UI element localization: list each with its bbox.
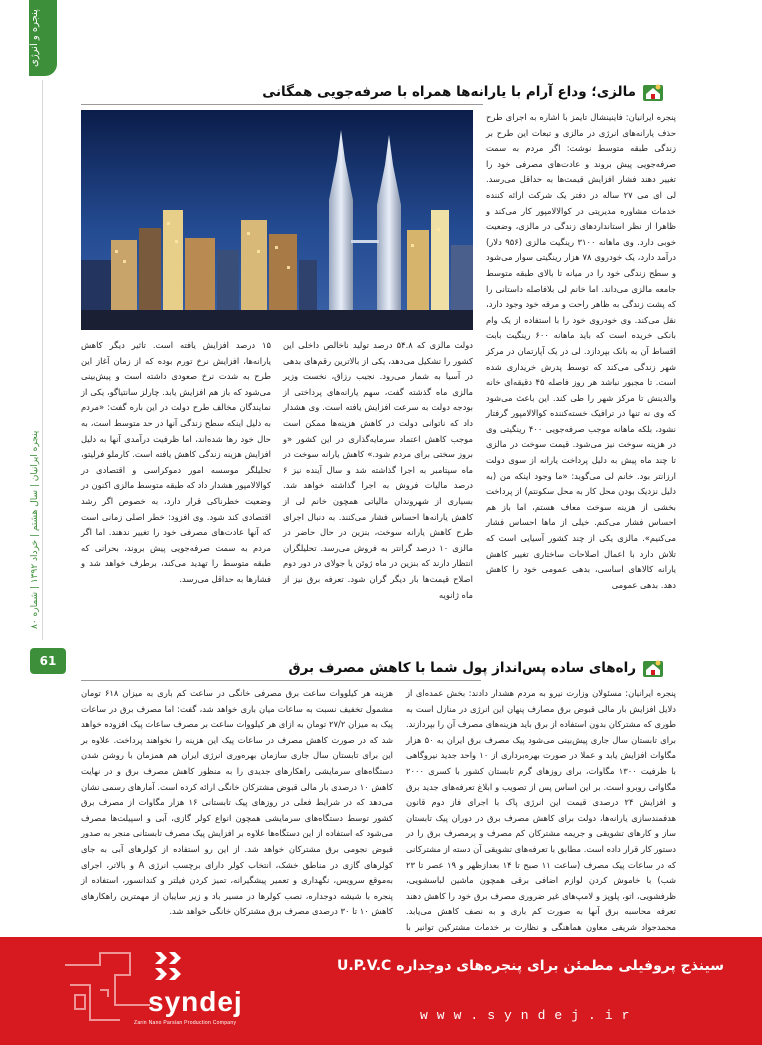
article1-paragraph-middle: دولت مالزی که ۵۴.۸ درصد تولید ناخالص داخلی این کشور را تشکیل می‌دهد، یکی از بالاترین رقم‌های بدهی در آسیا به شمار می‌رود. نجیب رزاق، نخست وزیر مالزی ماه گذشته گفت، سهم یارانه‌های پرداختی از بودجه دولت به سرعت افزایش یافته است. وی هشدار داد که ناتوانی دولت در کاهش هزینه‌ها ممکن است موجب کاهش اعتماد سرمایه‌گذاری در این کشور «و بروز سختی برای مردم شود.» کاهش یارانه سوخت در ماه سپتامبر به اجرا گذاشته شد و سال آینده نیز ۶ درصد مالیات فروش به اجرا گذاشته خواهد شد. بسیاری از شهروندان مالیاتی همچون خانم لی از کاهش یارانه‌ها احساس فشار می‌کنند. به دنبال اجرای طرح کاهش یارانه سوخت، بنزین در حال حاضر در مالزی ۱۰ درصد گرانتر به فروش می‌رسد. تحلیلگران انتظار دارند که بنزین در ماه ژوئن یا جولای در دور دوم اصلاح قیمت‌ها بار دیگر گران شود. تعرفه برق نیز از ماه ژانویه — [283, 340, 473, 600]
article1-paragraph-right: پنجره ایرانیان: فاینینشال تایمز با اشاره به اجرای طرح حذف یارانه‌های انرژی در مالزی و تبعات این طرح بر زندگی طبقه متوسط نوشت: اگر مردم به سمت صرفه‌جویی پیش بروند و عادت‌های مصرفی خود را تغییر دهند فشار افزایش قیمت‌ها به حداقل می‌رسد. لی ای می ۲۷ ساله در دفتر یک شرکت ارائه کننده خدمات مشاوره مدیریتی در کوالالامپور کار می‌کند و ظاهرا از نظر استانداردهای زندگی در مالزی، وضعیت خوبی دارد. وی ماهانه ۳۱۰۰ رینگیت مالزی (۹۵۶ دلار) درآمد دارد، یک خودروی ۷۸ هزار رینگیتی سوار می‌شود و سطح زندگی خود را در میانه تا بالای طبقه متوسط جامعه مالزی می‌داند. اما خانم لی بلافاصله داستانی را که پشت زندگی به ظاهر راحت و مرفه خود وجود دارد، نقل می‌کند. وی خودروی خود را با استفاده از یک وام بانکی خریده است که باید ماهانه ۶۰۰ رینگیت بابت اقساط آن به بانک بپردازد. لی در یک آپارتمان در مرکز شهر زندگی می‌کند که توسط پدرش خریداری شده است. تا مجبور نباشد هر روز فاصله ۴۵ دقیقه‌ای خانه والدینش تا مرکز شهر را طی کند. این باعث می‌شود که وی نه تنها در ترافیک خسته‌کننده کوالالامپور گرفتار نشود، بلکه ماهانه موجب صرفه‌جویی ۴۰۰ رینگیتی وی در هزینه سوخت نیز می‌شود. قیمت سوخت در مالزی تا چند ماه پیش به دلیل پرداخت یارانه از سوی دولت ارزانتر بود. خانم لی می‌گوید: «ما وجود اینکه من (به دلیل نزدیک بودن محل کار به محل سکونتم) از پرداخت بخشی از هزینه سوخت معاف هستم، اما باز هم احساس فشار می‌کنم. خیلی از ما‌ها احساس فشار می‌کنیم». مالزی یکی از چند کشور آسیایی است که تلاش دارد با اعمال اصلاحات ساختاری تغییر کاهش یارانه کالاهای اساسی، بدهی عمومی خود را کاهش دهد. بدهی عمومی — [486, 112, 677, 590]
article2-paragraph-left: هزینه هر کیلووات ساعت برق مصرفی خانگی در ساعت کم باری به میزان ۶۱۸ تومان مشمول تخفیف نسبت به ساعات میان باری خواهد شد، گفت: اما مصرف برق در ساعات پیک به میزان ۲۷/۲ تومان به ازای هر کیلووات ساعت بر مصرف ساعات پیک افزوده خواهد شد که در صورت کاهش مصرف در ساعات پیک این هزینه را نخواهند پرداخت. علاوه بر این برای تابستان سال جاری سازمان بهره‌وری انرژی ایران هم همزمان با روشن شدن دستگاه‌های سرمایشی راهکارهای جدیدی را به منظور کاهش مصرف برق و در نهایت کاهش ۱۰ درصدی بار مالی قبوض مشترکان خانگی ارائه کرده است. آمارهای رسمی نشان می‌دهد که در شرایط فعلی در روزهای پیک تابستانی ۱۶ هزار مگاوات از مصرف برق کشور توسط دستگاه‌های سرمایشی همچون انواع کولر گازی، آبی و اسپیلت‌ها مصرف می‌شود که استفاده از این دستگاه‌ها علاوه بر افزایش پیک مصرف تابستانی منجر به صدور قبوض نجومی برق مشترکان خواهد شد. از این رو استفاده از کولرهای آبی به جای کولرهای گازی در مناطق خشک، انتخاب کولر دارای برچسب انرژی A و بالاتر، اجرای به‌موقع سرویس، نگهداری و تعمیر پیشگیرانه، تمیز کردن فیلتر و کندانسور، استفاده از پنجره با شیشه دوجداره، نصب کولرها در مسیر باد و زیر سایبان از مهمترین راهکارهای کاهش ۱۰ تا ۳۰ درصدی مصرف برق مشترکان خانگی خواهد شد. — [81, 688, 394, 917]
footer-slogan: سینذج پروفیلی مطمئن برای پنجره‌های دوجداره U.P.V.C — [337, 958, 724, 974]
article2-column-left — [81, 686, 393, 932]
article2-column-right — [406, 686, 676, 932]
brand-logo: syndej — [148, 986, 243, 1017]
page-number: 61 — [30, 648, 66, 674]
article2-title-text: راه‌های ساده پس‌انداز پول شما با کاهش مصرف برق — [288, 660, 636, 676]
section-tab — [29, 0, 57, 76]
article2-title — [289, 658, 664, 678]
article1-paragraph-left: ۱۵ درصد افزایش یافته است. تاثیر دیگر کاهش یارانه‌ها، افزایش نرخ تورم بوده که از زمان آغاز این طرح به شدت نرخ صعودی داشته است و پیش‌بینی می‌شود که باز هم افزایش یابد. چارلز سانتیاگو، یکی از نمایندگان مخالف طرح دولت در این باره گفت: «مردم به دلیل اینکه سطح زندگی آنها در حد متوسط است، به حال خود رها شده‌اند، اما ظرفیت درآمدی آنها به دلیل افزایش هزینه زندگی کاهش یافته است. کارملو فرلیتو، تحلیلگر موسسه امور دموکراسی و اقتصادی در کوالالامپور هشدار داد که طبقه متوسط مالزی اکنون در وضعیت خطرناکی قرار دارد، به خصوص اگر رشد اقتصادی کند شود. وی افزود: خطر اصلی زمانی است که آنها عادت‌های مصرفی خود را تغییر ندهند. اما اگر مردم به سمت صرفه‌جویی پیش بروند، بحرانی که طبقه متوسط را تهدید می‌کند، برطرف خواهد شد و فشارها به حداقل می‌رسد. — [81, 340, 271, 584]
article1-title — [262, 82, 664, 102]
article1-column-left — [81, 338, 271, 638]
syndej-logo-mark — [153, 950, 183, 986]
article2-paragraph-right: پنجره ایرانیان: مسئولان وزارت نیرو به مردم هشدار دادند: بخش عمده‌ای از دلایل افزایش بار مالی قبوض برق مصارف پنهان این انرژی در منازل است به طوری که مشترکان بدون استفاده از برق باید هزینه‌های مصرف آن را بپردازند. برای تابستان سال جاری پیش‌بینی می‌شود پیک مصرف برق ایران به ۵۰ هزار مگاوات افزایش یابد و عملا در صورت بهره‌برداری از ۱۰ واحد جدید نیروگاهی با ظرفیت ۱۳۰۰ مگاوات، برای روزهای گرم تابستان کشور با کسری ۲۰۰۰ مگاواتی روبرو است. بر این اساس پس از تصویب و ابلاغ تعرفه‌های جدید برق و افزایش ۲۴ درصدی قیمت این انرژی پاک با اجرای فاز دوم قانون هدفمندسازی یارانه‌ها، دولت برای کاهش مصرف برق در دوران پیک تابستان ساز و کارهای تشویقی و جریمه مشترکان کم مصرف و پرمصرف برق را در دستور کار قرار داده است. مطابق با تعرفه‌های تشویقی آن دسته از مشترکانی که در ساعات پیک مصرف (ساعت ۱۱ صبح تا ۱۴ بعدازظهر و ۱۹ عصر تا ۲۳ شب) با خاموش کردن لوازم اضافی برقی همچون ماشین لباسشویی، ظرفشویی، اتو، پلوپز و لامپ‌های غیر ضروری مصرف برق خود را کاهش دهند تعرفه محاسبه برق آنها به صورت کم باری و به نصف کاهش می‌یابد. محمدجواد شریفی معاون هماهنگی و نظارت بر خدمات مشترکین توانیر با — [406, 688, 677, 932]
section-label: پنجره و انرژی — [29, 9, 40, 67]
issue-meta: پنجره ایرانیان | سال هشتم | خرداد ۱۳۹۲ | شماره ۸۰ — [30, 430, 40, 630]
article1-title-text: مالزی؛ وداع آرام با یارانه‌ها همراه با صرفه‌جویی همگانی — [262, 84, 636, 100]
footer-website: www.syndej.ir — [420, 1008, 639, 1023]
house-leaf-icon — [642, 82, 664, 102]
article1-column-right — [486, 110, 676, 638]
article2-rule — [81, 680, 481, 681]
article1-rule — [81, 104, 483, 105]
article1-column-middle — [283, 338, 473, 638]
city-skyline-photo — [81, 110, 473, 330]
house-leaf-icon — [642, 658, 664, 678]
brand-company: Zarin Nano Parsian Production Company — [134, 1020, 237, 1026]
